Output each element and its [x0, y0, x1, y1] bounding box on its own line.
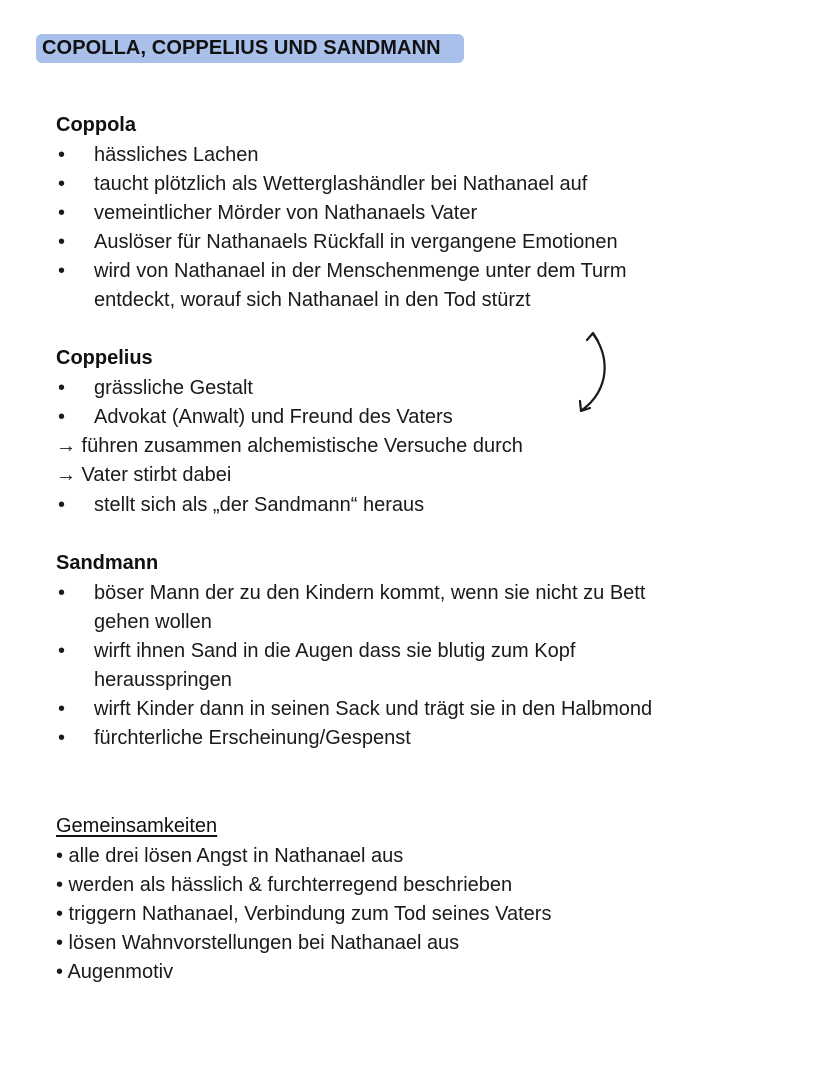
bullet-icon: • — [58, 640, 66, 662]
coppola-item-3: vemeintlicher Mörder von Nathanaels Vater — [94, 202, 478, 224]
bullet-icon: • — [58, 406, 66, 428]
coppola-item-1: hässliches Lachen — [94, 144, 259, 166]
bullet-icon: • — [58, 494, 66, 516]
bullet-icon: • — [58, 231, 66, 253]
coppelius-item-1: grässliche Gestalt — [94, 377, 253, 399]
coppelius-item-3: → führen zusammen alchemistische Versuche durch — [56, 435, 523, 457]
title-highlight — [36, 34, 464, 63]
sandmann-item-3: wirft Kinder dann in seinen Sack und trägt sie in den Halbmond — [94, 698, 653, 720]
page-title: COPOLLA, COPPELIUS UND SANDMANN — [42, 37, 441, 59]
curved-double-arrow-icon — [574, 328, 614, 418]
heading-coppelius: Coppelius — [56, 347, 153, 369]
bullet-icon: • — [58, 377, 66, 399]
coppola-item-4: Auslöser für Nathanaels Rückfall in vergangene Emotionen — [94, 231, 618, 253]
gemeinsamkeiten-item-2: • werden als hässlich & furchterregend beschrieben — [56, 874, 513, 896]
sandmann-item-2: wirft ihnen Sand in die Augen dass sie blutig zum Kopf — [94, 640, 576, 662]
heading-gemeinsamkeiten: Gemeinsamkeiten — [56, 815, 218, 837]
coppelius-item-2: Advokat (Anwalt) und Freund des Vaters — [94, 406, 453, 428]
gemeinsamkeiten-item-3: • triggern Nathanael, Verbindung zum Tod seines Vaters — [56, 903, 552, 925]
sandmann-item-4: fürchterliche Erscheinung/Gespenst — [94, 727, 411, 749]
heading-coppola: Coppola — [56, 114, 136, 136]
coppola-item-2: taucht plötzlich als Wetterglashändler bei Nathanael auf — [94, 173, 588, 195]
heading-sandmann: Sandmann — [56, 552, 159, 574]
coppelius-item-5: stellt sich als „der Sandmann“ heraus — [94, 494, 425, 516]
sandmann-item-1-cont: gehen wollen — [94, 611, 212, 633]
gemeinsamkeiten-item-4: • lösen Wahnvorstellungen bei Nathanael aus — [56, 932, 460, 954]
gemeinsamkeiten-item-5: • Augenmotiv — [56, 961, 174, 983]
bullet-icon: • — [58, 173, 66, 195]
gemeinsamkeiten-item-1: • alle drei lösen Angst in Nathanael aus — [56, 845, 404, 867]
bullet-icon: • — [58, 582, 66, 604]
bullet-icon: • — [58, 202, 66, 224]
sandmann-item-2-cont: herausspringen — [94, 669, 232, 691]
coppola-item-5-cont: entdeckt, worauf sich Nathanael in den Tod stürzt — [94, 289, 531, 311]
bullet-icon: • — [58, 727, 66, 749]
sandmann-item-1: böser Mann der zu den Kindern kommt, wenn sie nicht zu Bett — [94, 582, 646, 604]
coppola-item-5: wird von Nathanael in der Menschenmenge unter dem Turm — [94, 260, 627, 282]
bullet-icon: • — [58, 144, 66, 166]
coppelius-item-4: → Vater stirbt dabei — [56, 464, 232, 486]
bullet-icon: • — [58, 698, 66, 720]
bullet-icon: • — [58, 260, 66, 282]
